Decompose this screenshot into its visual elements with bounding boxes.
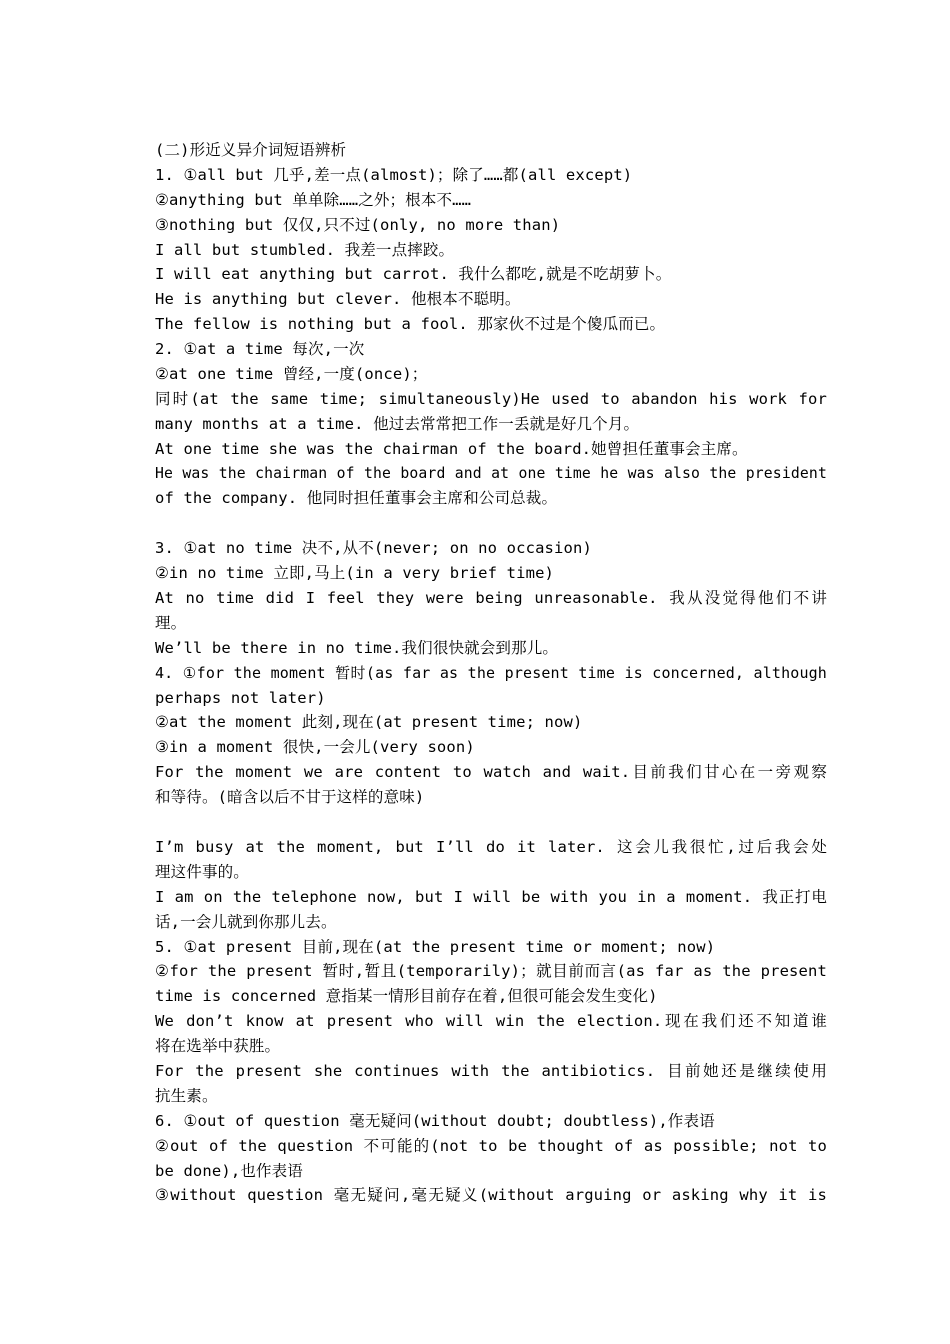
- text-line: 1. ①all but 几乎,差一点(almost)；除了……都(all except): [155, 165, 633, 184]
- text-line: time is concerned 意指某一情形目前存在着,但很可能会发生变化): [155, 987, 658, 1006]
- text-line: I will eat anything but carrot. 我什么都吃,就是不吃胡萝卜。: [155, 265, 672, 284]
- text-line: At no time did I feel they were being unreasonable. 我从没觉得他们不讲: [155, 589, 827, 608]
- text-line: ②at one time 曾经,一度(once)；: [155, 365, 428, 384]
- text-line: The fellow is nothing but a fool. 那家伙不过是个傻瓜而已。: [155, 315, 666, 334]
- text-line: We don’t know at present who will win the election.现在我们还不知道谁: [155, 1012, 827, 1031]
- text-line: ③in a moment 很快,一会儿(very soon): [155, 738, 475, 757]
- text-line: 3. ①at no time 决不,从不(never; on no occasion): [155, 539, 592, 558]
- text-line: 6. ①out of question 毫无疑问(without doubt; doubtless),作表语: [155, 1111, 715, 1130]
- text-line: He was the chairman of the board and at one time he was also the president: [155, 464, 827, 482]
- text-line: 将在选举中获胜。: [155, 1037, 281, 1056]
- text-line: 抗生素。: [155, 1086, 218, 1105]
- blank-line: [155, 810, 827, 835]
- text-line: 4. ①for the moment 暂时(as far as the present time is concerned, although: [155, 663, 827, 682]
- text-line: For the moment we are content to watch and wait.目前我们甘心在一旁观察: [155, 763, 827, 782]
- text-line: 理。: [155, 613, 187, 632]
- text-line: For the present she continues with the antibiotics. 目前她还是继续使用: [155, 1061, 827, 1080]
- text-line: ②for the present 暂时,暂且(temporarily)；就目前而言(as far as the present: [155, 962, 827, 981]
- text-line: 和等待。(暗含以后不甘于这样的意味): [155, 788, 425, 807]
- text-line: 理这件事的。: [155, 862, 249, 881]
- text-line: many months at a time. 他过去常常把工作一丢就是好几个月。: [155, 414, 640, 433]
- text-line: of the company. 他同时担任董事会主席和公司总裁。: [155, 489, 558, 508]
- text-line: ③without question 毫无疑问,毫无疑义(without arguing or asking why it is: [155, 1186, 827, 1205]
- text-lines: [155, 163, 827, 1208]
- text-line: ②at the moment 此刻,现在(at present time; now): [155, 713, 583, 732]
- text-line: 2. ①at a time 每次,一次: [155, 340, 365, 359]
- blank-line: [155, 511, 827, 536]
- text-line: ③nothing but 仅仅,只不过(only, no more than): [155, 215, 561, 234]
- section-heading: (二)形近义异介词短语辨析: [155, 141, 347, 159]
- text-line: I all but stumbled. 我差一点摔跤。: [155, 240, 455, 259]
- text-line: 话,一会儿就到你那儿去。: [155, 912, 337, 931]
- text-line: ②in no time 立即,马上(in a very brief time): [155, 564, 555, 583]
- text-line: At one time she was the chairman of the board.她曾担任董事会主席。: [155, 439, 748, 458]
- text-line: ②anything but 单单除……之外；根本不……: [155, 190, 472, 209]
- text-line: ②out of the question 不可能的(not to be thought of as possible; not to: [155, 1136, 827, 1155]
- text-line: I am on the telephone now, but I will be with you in a moment. 我正打电: [155, 887, 827, 906]
- text-line: I’m busy at the moment, but I’ll do it later. 这会儿我很忙,过后我会处: [155, 837, 827, 856]
- text-line: We’ll be there in no time.我们很快就会到那儿。: [155, 638, 559, 657]
- text-line: 5. ①at present 目前,现在(at the present time or moment; now): [155, 937, 716, 956]
- document-body: [155, 138, 827, 1208]
- text-line: 同时(at the same time; simultaneously)He used to abandon his work for: [155, 389, 827, 408]
- text-line: He is anything but clever. 他根本不聪明。: [155, 290, 521, 309]
- text-line: be done),也作表语: [155, 1161, 303, 1180]
- text-line: perhaps not later): [155, 688, 326, 707]
